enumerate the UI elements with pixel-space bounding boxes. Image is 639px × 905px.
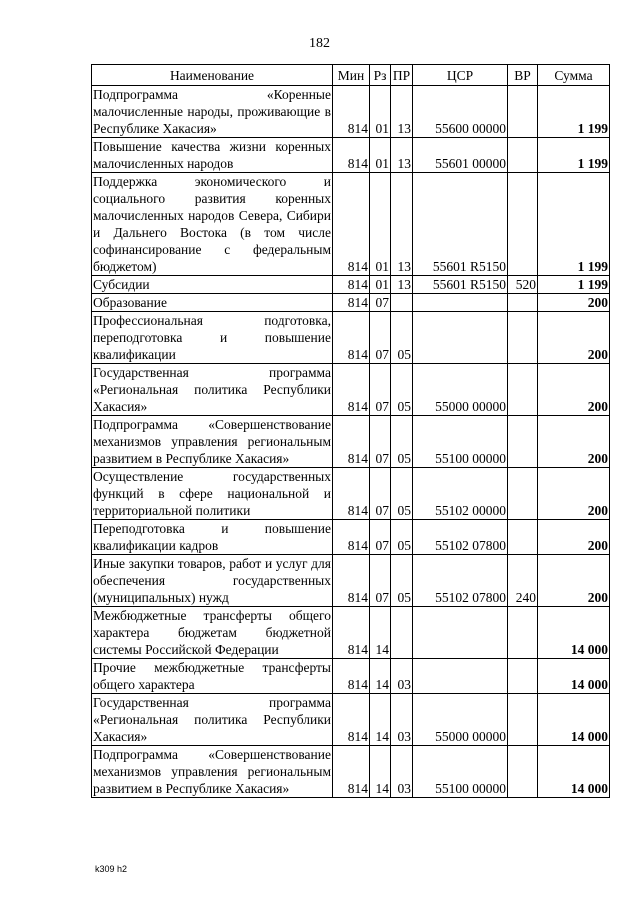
row-min: 814 (333, 86, 370, 138)
row-pr (391, 607, 413, 659)
row-pr: 03 (391, 746, 413, 798)
row-name: Подпрограмма «Совершенствование механизмов управления региональным развитием в Республике Хакасия» (93, 747, 331, 796)
row-min: 814 (333, 138, 370, 173)
header-name: Наименование (92, 65, 333, 86)
row-min: 814 (333, 520, 370, 555)
header-rz: Рз (370, 65, 391, 86)
row-name: Государственная программа «Региональная политика Республики Хакасия» (93, 365, 331, 414)
row-csr: 55102 07800 (413, 555, 508, 607)
row-rz: 14 (370, 607, 391, 659)
row-min: 814 (333, 555, 370, 607)
row-min: 814 (333, 746, 370, 798)
row-pr: 05 (391, 468, 413, 520)
row-csr (413, 659, 508, 694)
row-rz: 07 (370, 312, 391, 364)
row-name: Профессиональная подготовка, переподготовка и повышение квалификации (93, 313, 331, 362)
row-pr: 03 (391, 694, 413, 746)
row-min: 814 (333, 294, 370, 312)
row-min: 814 (333, 173, 370, 276)
header-csr: ЦСР (413, 65, 508, 86)
row-name: Межбюджетные трансферты общего характера бюджетам бюджетной системы Российской Федерации (93, 608, 331, 657)
row-rz: 01 (370, 276, 391, 294)
row-pr: 13 (391, 86, 413, 138)
header-vr: ВР (508, 65, 538, 86)
row-rz: 14 (370, 746, 391, 798)
row-sum: 14 000 (538, 607, 610, 659)
row-name: Государственная программа «Региональная политика Республики Хакасия» (93, 695, 331, 744)
row-sum: 14 000 (538, 659, 610, 694)
row-csr: 55102 07800 (413, 520, 508, 555)
table-row (92, 555, 610, 607)
row-min: 814 (333, 416, 370, 468)
row-pr: 05 (391, 555, 413, 607)
row-rz: 14 (370, 659, 391, 694)
row-csr (413, 312, 508, 364)
budget-table (91, 64, 610, 798)
row-name: Прочие межбюджетные трансферты общего характера (93, 660, 331, 692)
table-row (92, 607, 610, 659)
table-row (92, 86, 610, 138)
row-sum: 200 (538, 364, 610, 416)
row-min: 814 (333, 607, 370, 659)
table-row (92, 276, 610, 294)
row-name: Образование (92, 294, 333, 312)
row-pr: 05 (391, 364, 413, 416)
row-vr (508, 694, 538, 746)
header-pr: ПР (391, 65, 413, 86)
row-min: 814 (333, 276, 370, 294)
row-sum: 14 000 (538, 746, 610, 798)
table-row (92, 694, 610, 746)
row-csr: 55102 00000 (413, 468, 508, 520)
row-pr: 05 (391, 312, 413, 364)
row-pr: 13 (391, 276, 413, 294)
row-csr: 55601 00000 (413, 138, 508, 173)
table-row (92, 138, 610, 173)
row-name: Переподготовка и повышение квалификации кадров (93, 521, 331, 553)
header-sum: Сумма (538, 65, 610, 86)
table-row (92, 746, 610, 798)
row-sum: 1 199 (538, 86, 610, 138)
row-pr: 03 (391, 659, 413, 694)
row-csr: 55100 00000 (413, 416, 508, 468)
row-vr (508, 173, 538, 276)
table-row (92, 520, 610, 555)
table-row (92, 294, 610, 312)
row-rz: 01 (370, 86, 391, 138)
row-pr: 05 (391, 520, 413, 555)
row-min: 814 (333, 364, 370, 416)
row-pr: 05 (391, 416, 413, 468)
row-name: Субсидии (92, 276, 333, 294)
row-min: 814 (333, 694, 370, 746)
row-sum: 1 199 (538, 276, 610, 294)
row-vr: 520 (508, 276, 538, 294)
row-sum: 14 000 (538, 694, 610, 746)
row-csr: 55600 00000 (413, 86, 508, 138)
row-vr (508, 312, 538, 364)
row-vr (508, 86, 538, 138)
row-csr: 55000 00000 (413, 364, 508, 416)
row-csr (413, 607, 508, 659)
table-row (92, 173, 610, 276)
row-name: Иные закупки товаров, работ и услуг для обеспечения государственных (муниципальных) нужд (93, 556, 331, 605)
row-name: Подпрограмма «Коренные малочисленные народы, проживающие в Республике Хакасия» (93, 87, 331, 136)
row-rz: 07 (370, 294, 391, 312)
row-vr (508, 607, 538, 659)
row-csr: 55601 R5150 (413, 173, 508, 276)
table-row (92, 468, 610, 520)
row-rz: 01 (370, 138, 391, 173)
row-pr (391, 294, 413, 312)
row-pr: 13 (391, 173, 413, 276)
row-vr: 240 (508, 555, 538, 607)
row-name: Повышение качества жизни коренных малочисленных народов (93, 139, 331, 171)
row-vr (508, 294, 538, 312)
row-min: 814 (333, 659, 370, 694)
row-sum: 200 (538, 555, 610, 607)
page-number: 182 (309, 36, 330, 51)
row-vr (508, 138, 538, 173)
row-name: Осуществление государственных функций в сфере национальной и территориальной политики (93, 469, 331, 518)
row-csr: 55000 00000 (413, 694, 508, 746)
row-sum: 1 199 (538, 173, 610, 276)
row-sum: 200 (538, 416, 610, 468)
row-vr (508, 416, 538, 468)
row-vr (508, 746, 538, 798)
table-row (92, 364, 610, 416)
footer-code: k309 h2 (95, 864, 128, 874)
table-row (92, 659, 610, 694)
row-rz: 14 (370, 694, 391, 746)
row-rz: 07 (370, 416, 391, 468)
row-rz: 07 (370, 364, 391, 416)
row-rz: 07 (370, 520, 391, 555)
table-header-row (92, 65, 610, 86)
row-sum: 200 (538, 294, 610, 312)
row-csr: 55100 00000 (413, 746, 508, 798)
row-min: 814 (333, 468, 370, 520)
table-row (92, 416, 610, 468)
row-sum: 200 (538, 312, 610, 364)
row-name: Подпрограмма «Совершенствование механизмов управления региональным развитием в Республике Хакасия» (93, 417, 331, 466)
row-name: Поддержка экономического и социального развития коренных малочисленных народов Севера, Сибири и Дальнего Востока (в том числе софинансирование с федеральным бюджетом) (93, 174, 331, 274)
row-vr (508, 659, 538, 694)
row-vr (508, 468, 538, 520)
row-csr (413, 294, 508, 312)
row-min: 814 (333, 312, 370, 364)
row-sum: 1 199 (538, 138, 610, 173)
header-min: Мин (333, 65, 370, 86)
table-row (92, 312, 610, 364)
row-sum: 200 (538, 468, 610, 520)
row-sum: 200 (538, 520, 610, 555)
row-rz: 01 (370, 173, 391, 276)
row-pr: 13 (391, 138, 413, 173)
row-vr (508, 520, 538, 555)
row-vr (508, 364, 538, 416)
row-rz: 07 (370, 468, 391, 520)
row-rz: 07 (370, 555, 391, 607)
row-csr: 55601 R5150 (413, 276, 508, 294)
